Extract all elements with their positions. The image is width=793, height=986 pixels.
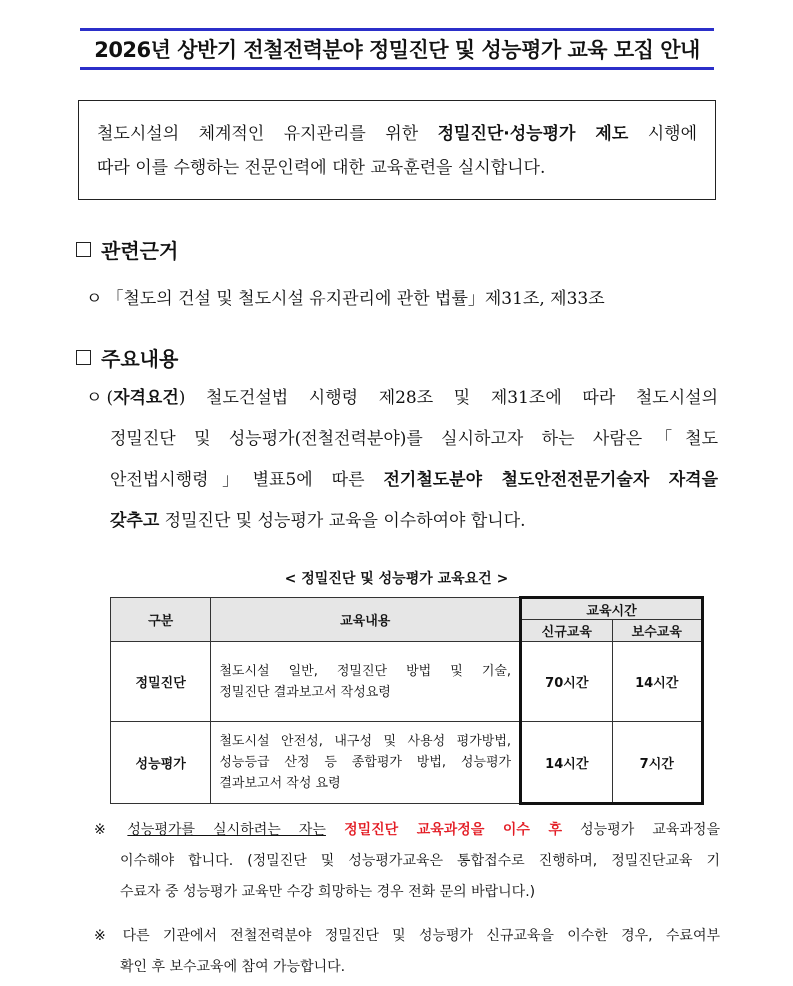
section-heading-text: 관련근거	[101, 239, 179, 263]
education-requirements-table	[110, 596, 704, 805]
header-content: 교육내용	[211, 598, 521, 642]
note-1-rest: 성능평가 교육과정을	[580, 822, 720, 838]
note-1-line-1	[94, 815, 720, 846]
header-hours: 교육시간	[521, 598, 703, 620]
note-2-line-2: 확인 후 보수교육에 참여 가능합니다.	[120, 959, 346, 975]
row-new-hours: 70시간	[521, 642, 612, 722]
qualification-line-1-text: ) 철도건설법 시행령 제28조 및 제31조에 따라 철도시설의	[178, 388, 718, 408]
note-1-line-3: 수료자 중 성능평가 교육만 수강 희망하는 경우 전화 문의 바랍니다.)	[120, 884, 536, 900]
row-content-line: 성능등급 산정 등 종합평가 방법, 성능평가	[219, 755, 512, 770]
row-category: 정밀진단	[111, 642, 211, 722]
qualification-line-3-text: 안전법시행령」별표5에 따른	[110, 470, 384, 490]
row-refresher-hours: 7시간	[612, 722, 702, 804]
table-row	[111, 642, 703, 722]
reference-mark-icon: ※	[94, 822, 120, 838]
document-title: 2026년 상반기 전철전력분야 정밀진단 및 성능평가 교육 모집 안내	[94, 38, 700, 62]
row-category: 성능평가	[111, 722, 211, 804]
note-other-institution	[94, 921, 720, 983]
row-content	[211, 722, 521, 804]
qualification-line-4	[86, 501, 718, 542]
row-content-line: 철도시설 일반, 정밀진단 방법 및 기술,	[219, 663, 512, 679]
intro-text-pre: 철도시설의 체계적인 유지관리를 위한	[97, 124, 438, 144]
square-bullet-icon	[76, 242, 91, 257]
note-2-text: 다른 기관에서 전철전력분야 정밀진단 및 성능평가 신규교육을 이수한 경우, 수료여부	[122, 928, 720, 944]
note-1-emphasis: 정밀진단 교육과정을 이수 후	[344, 822, 563, 838]
qualification-paragraph	[86, 378, 718, 542]
intro-text-post: 시행에	[628, 124, 697, 144]
square-bullet-icon	[76, 350, 91, 365]
qualification-line-3	[86, 460, 718, 501]
qualification-bold-requirement: 전기철도분야 철도안전전문기술자 자격을	[383, 470, 719, 490]
reference-mark-icon: ※	[94, 928, 115, 944]
circle-bullet-icon: ㅇ	[86, 289, 103, 309]
table-caption: < 정밀진단 및 성능평가 교육요건 >	[284, 571, 509, 587]
note-performance-evaluation	[94, 815, 720, 908]
basis-text: 「철도의 건설 및 철도시설 유지관리에 관한 법률」제31조, 제33조	[106, 289, 605, 309]
qualification-line-1	[86, 378, 718, 419]
basis-bullet-line	[86, 284, 605, 309]
header-new-education: 신규교육	[521, 620, 612, 642]
row-content-line: 결과보고서 작성 요령	[219, 776, 341, 791]
note-1-underlined: 성능평가를 실시하려는 자는	[127, 822, 326, 838]
row-content-line: 정밀진단 결과보고서 작성요령	[219, 684, 391, 700]
note-1-line-2: 이수해야 합니다. (정밀진단 및 성능평가교육은 통합접수로 진행하며, 정밀진단교육 기	[120, 853, 720, 869]
note-2-line-1	[94, 921, 720, 952]
header-refresher-education: 보수교육	[612, 620, 702, 642]
section-heading-basis	[76, 235, 178, 264]
intro-text-bold: 정밀진단·성능평가 제도	[437, 124, 629, 144]
circle-bullet-icon: ㅇ	[86, 388, 103, 408]
paren-open: (	[106, 388, 114, 408]
qualification-bold-equip: 갖추고	[110, 511, 160, 531]
qualification-line-4-text: 정밀진단 및 성능평가 교육을 이수하여야 합니다.	[159, 511, 526, 531]
table-row	[111, 722, 703, 804]
intro-line-2: 따라 이를 수행하는 전문인력에 대한 교육훈련을 실시합니다.	[97, 158, 546, 178]
intro-line-1	[97, 117, 697, 151]
header-category: 구분	[111, 598, 211, 642]
row-refresher-hours: 14시간	[612, 642, 702, 722]
intro-box	[78, 100, 716, 200]
document-title-bar	[80, 28, 714, 70]
row-content-line: 철도시설 안전성, 내구성 및 사용성 평가방법,	[219, 734, 512, 749]
qualification-line-2: 정밀진단 및 성능평가(전철전력분야)를 실시하고자 하는 사람은「철도	[110, 429, 718, 449]
section-heading-text: 주요내용	[101, 347, 179, 371]
row-content	[211, 642, 521, 722]
row-new-hours: 14시간	[521, 722, 612, 804]
section-heading-main	[76, 343, 178, 372]
qualification-label: 자격요건	[113, 388, 179, 408]
